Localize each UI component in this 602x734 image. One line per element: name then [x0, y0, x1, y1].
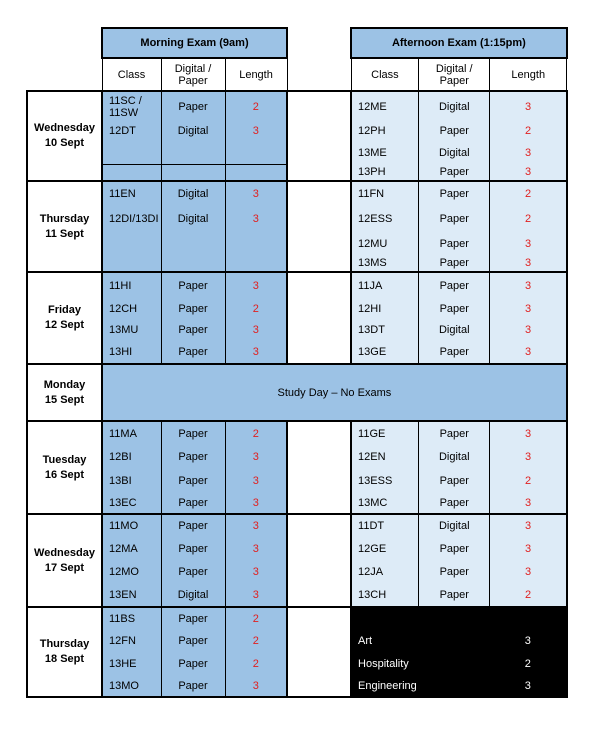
afternoon-class: Art [351, 629, 419, 652]
afternoon-length: 3 [490, 629, 567, 652]
spacer-cell [287, 445, 351, 469]
morning-type: Digital [161, 181, 225, 205]
table-row [27, 233, 567, 255]
morning-col-type: Digital / Paper [161, 58, 225, 91]
afternoon-type: Paper [419, 493, 490, 514]
afternoon-length: 3 [490, 341, 567, 364]
afternoon-class: 12HI [351, 298, 419, 319]
table-row [27, 319, 567, 341]
afternoon-class: 12EN [351, 445, 419, 469]
afternoon-type: Paper [419, 255, 490, 272]
morning-length [225, 141, 287, 164]
table-row [27, 164, 567, 181]
morning-type: Paper [161, 652, 225, 676]
day-cell [27, 272, 102, 364]
table-row [27, 583, 567, 607]
spacer-cell [287, 91, 351, 121]
afternoon-type: Paper [419, 121, 490, 141]
spacer-cell [287, 319, 351, 341]
afternoon-type: Paper [419, 205, 490, 233]
morning-class: 11MA [102, 421, 161, 445]
table-row [27, 469, 567, 493]
afternoon-class: 12ESS [351, 205, 419, 233]
morning-length: 2 [225, 652, 287, 676]
afternoon-length: 3 [490, 164, 567, 181]
spacer-cell [287, 652, 351, 676]
day-name: Thursday [39, 638, 90, 650]
morning-type [161, 164, 225, 181]
morning-length: 3 [225, 469, 287, 493]
spacer-cell [287, 255, 351, 272]
afternoon-class: 12GE [351, 537, 419, 560]
spacer-cell [287, 629, 351, 652]
afternoon-col-length: Length [490, 58, 567, 91]
table-row [27, 652, 567, 676]
morning-type: Paper [161, 469, 225, 493]
afternoon-length: 3 [490, 445, 567, 469]
morning-type: Paper [161, 514, 225, 537]
afternoon-type: Digital [419, 445, 490, 469]
table-row [27, 676, 567, 697]
table-row [27, 514, 567, 537]
day-date: 16 Sept [44, 468, 85, 481]
afternoon-length: 2 [490, 181, 567, 205]
afternoon-type [419, 652, 490, 676]
spacer-cell [287, 272, 351, 298]
table-row [27, 121, 567, 141]
morning-class: 12CH [102, 298, 161, 319]
afternoon-class: 13DT [351, 319, 419, 341]
afternoon-class: 11DT [351, 514, 419, 537]
afternoon-length: 3 [490, 255, 567, 272]
morning-class: 11SC / 11SW [102, 91, 161, 121]
afternoon-length: 3 [490, 319, 567, 341]
morning-type [161, 233, 225, 255]
afternoon-length: 2 [490, 121, 567, 141]
morning-type: Paper [161, 319, 225, 341]
afternoon-class: 13MC [351, 493, 419, 514]
morning-col-class: Class [102, 58, 161, 91]
morning-length: 3 [225, 205, 287, 233]
afternoon-class: 11FN [351, 181, 419, 205]
spacer-cell [287, 121, 351, 141]
day-name: Thursday [39, 212, 90, 225]
afternoon-type: Paper [419, 421, 490, 445]
spacer-cell [287, 583, 351, 607]
morning-type: Digital [161, 205, 225, 233]
morning-length [225, 164, 287, 181]
spacer-cell [287, 676, 351, 697]
morning-length: 3 [225, 583, 287, 607]
spacer-cell [287, 607, 351, 629]
afternoon-length: 2 [490, 205, 567, 233]
afternoon-length: 3 [490, 560, 567, 583]
afternoon-type [419, 676, 490, 697]
morning-type: Paper [161, 272, 225, 298]
afternoon-length: 3 [490, 141, 567, 164]
morning-class: 11EN [102, 181, 161, 205]
table-row [27, 493, 567, 514]
morning-type: Paper [161, 607, 225, 629]
day-name: Tuesday [42, 453, 87, 466]
afternoon-class: 11GE [351, 421, 419, 445]
day-date: 18 Sept [44, 653, 85, 665]
morning-type: Paper [161, 676, 225, 697]
afternoon-col-class: Class [351, 58, 419, 91]
afternoon-type: Paper [419, 583, 490, 607]
afternoon-type: Paper [419, 537, 490, 560]
day-date: 12 Sept [44, 319, 85, 331]
morning-type: Paper [161, 421, 225, 445]
day-name: Wednesday [34, 122, 95, 134]
morning-class: 11MO [102, 514, 161, 537]
spacer-cell [287, 341, 351, 364]
afternoon-class: 12MU [351, 233, 419, 255]
morning-length: 3 [225, 181, 287, 205]
morning-class: 12MO [102, 560, 161, 583]
spacer-cell [287, 493, 351, 514]
table-row [27, 341, 567, 364]
morning-length: 3 [225, 493, 287, 514]
morning-class: 11BS [102, 607, 161, 629]
day-cell [27, 91, 102, 181]
spacer-cell [287, 181, 351, 205]
morning-class: 13EN [102, 583, 161, 607]
spacer-cell [287, 205, 351, 233]
afternoon-class: 12ME [351, 91, 419, 121]
day-name: Monday [43, 378, 86, 391]
afternoon-type: Paper [419, 560, 490, 583]
morning-type: Paper [161, 629, 225, 652]
day-cell [27, 514, 102, 607]
morning-length: 3 [225, 676, 287, 697]
table-row [27, 205, 567, 233]
day-cell [27, 607, 102, 697]
afternoon-length: 3 [490, 493, 567, 514]
afternoon-class: 13GE [351, 341, 419, 364]
morning-class: 12DI/13DI [102, 205, 161, 233]
afternoon-length: 3 [490, 514, 567, 537]
afternoon-type: Digital [419, 91, 490, 121]
table-row [27, 181, 567, 205]
morning-type: Paper [161, 298, 225, 319]
spacer-cell [287, 164, 351, 181]
morning-length: 3 [225, 272, 287, 298]
morning-length: 3 [225, 121, 287, 141]
afternoon-type [419, 607, 490, 629]
afternoon-length: 2 [490, 652, 567, 676]
morning-type: Paper [161, 560, 225, 583]
morning-length: 2 [225, 629, 287, 652]
afternoon-class: 12JA [351, 560, 419, 583]
afternoon-class: 13MS [351, 255, 419, 272]
morning-length: 2 [225, 421, 287, 445]
afternoon-type: Paper [419, 469, 490, 493]
morning-class: 13HE [102, 652, 161, 676]
afternoon-col-type: Digital / Paper [419, 58, 490, 91]
afternoon-type: Paper [419, 181, 490, 205]
morning-type: Paper [161, 537, 225, 560]
morning-class [102, 141, 161, 164]
day-date: 15 Sept [44, 393, 85, 406]
morning-class: 13BI [102, 469, 161, 493]
day-name: Friday [47, 304, 81, 316]
afternoon-type: Paper [419, 298, 490, 319]
table-row [27, 91, 567, 121]
day-date: 10 Sept [44, 137, 85, 149]
spacer-cell [287, 514, 351, 537]
table-row [27, 298, 567, 319]
afternoon-type: Digital [419, 319, 490, 341]
afternoon-class: 11JA [351, 272, 419, 298]
afternoon-length [490, 607, 567, 629]
afternoon-class: 12PH [351, 121, 419, 141]
table-row [27, 445, 567, 469]
morning-class: 11HI [102, 272, 161, 298]
morning-length: 2 [225, 607, 287, 629]
afternoon-class: 13ESS [351, 469, 419, 493]
afternoon-type: Paper [419, 272, 490, 298]
afternoon-class: 13CH [351, 583, 419, 607]
exam-schedule-table [26, 27, 568, 698]
table-row [27, 607, 567, 629]
morning-length: 3 [225, 537, 287, 560]
afternoon-length: 3 [490, 421, 567, 445]
study-day-banner: Study Day – No Exams [102, 364, 567, 421]
morning-length [225, 255, 287, 272]
afternoon-type: Paper [419, 233, 490, 255]
morning-class: 13MO [102, 676, 161, 697]
morning-title: Morning Exam (9am) [102, 28, 287, 58]
day-name: Wednesday [34, 546, 95, 559]
morning-type: Paper [161, 493, 225, 514]
afternoon-class: 13ME [351, 141, 419, 164]
table-row [27, 560, 567, 583]
afternoon-length: 3 [490, 233, 567, 255]
afternoon-length: 2 [490, 583, 567, 607]
spacer-cell [287, 560, 351, 583]
morning-class [102, 164, 161, 181]
morning-class: 12MA [102, 537, 161, 560]
table-row [27, 421, 567, 445]
morning-type: Digital [161, 121, 225, 141]
spacer-cell [287, 537, 351, 560]
afternoon-length: 3 [490, 298, 567, 319]
afternoon-length: 3 [490, 537, 567, 560]
table-row [27, 272, 567, 298]
morning-length [225, 233, 287, 255]
morning-type: Digital [161, 583, 225, 607]
morning-class: 13HI [102, 341, 161, 364]
day-date: 17 Sept [44, 561, 85, 574]
morning-type [161, 141, 225, 164]
morning-length: 3 [225, 319, 287, 341]
afternoon-title: Afternoon Exam (1:15pm) [351, 28, 567, 58]
morning-length: 2 [225, 298, 287, 319]
afternoon-class: 13PH [351, 164, 419, 181]
morning-class [102, 233, 161, 255]
morning-class: 12BI [102, 445, 161, 469]
afternoon-type: Digital [419, 141, 490, 164]
morning-class: 13MU [102, 319, 161, 341]
spacer-cell [287, 141, 351, 164]
morning-class: 12FN [102, 629, 161, 652]
afternoon-type: Paper [419, 164, 490, 181]
table-row [27, 537, 567, 560]
morning-type: Paper [161, 341, 225, 364]
afternoon-class [351, 607, 419, 629]
afternoon-type: Digital [419, 514, 490, 537]
day-cell [27, 364, 102, 421]
day-cell [27, 181, 102, 272]
morning-length: 3 [225, 445, 287, 469]
morning-type [161, 255, 225, 272]
morning-length: 3 [225, 560, 287, 583]
morning-length: 3 [225, 341, 287, 364]
morning-type: Paper [161, 445, 225, 469]
afternoon-type [419, 629, 490, 652]
afternoon-length: 2 [490, 469, 567, 493]
morning-length: 3 [225, 514, 287, 537]
morning-class: 13EC [102, 493, 161, 514]
spacer-cell [287, 233, 351, 255]
morning-length: 2 [225, 91, 287, 121]
spacer-cell [287, 421, 351, 445]
morning-col-length: Length [225, 58, 287, 91]
afternoon-length: 3 [490, 91, 567, 121]
morning-class: 12DT [102, 121, 161, 141]
study-day-row [27, 364, 567, 421]
table-row [27, 141, 567, 164]
spacer-cell [287, 469, 351, 493]
table-row [27, 255, 567, 272]
day-cell [27, 421, 102, 514]
afternoon-length: 3 [490, 676, 567, 697]
morning-class [102, 255, 161, 272]
afternoon-type: Paper [419, 341, 490, 364]
afternoon-class: Engineering [351, 676, 419, 697]
morning-type: Paper [161, 91, 225, 121]
day-date: 11 Sept [45, 227, 84, 240]
afternoon-class: Hospitality [351, 652, 419, 676]
spacer-cell [287, 298, 351, 319]
afternoon-length: 3 [490, 272, 567, 298]
table-row [27, 629, 567, 652]
